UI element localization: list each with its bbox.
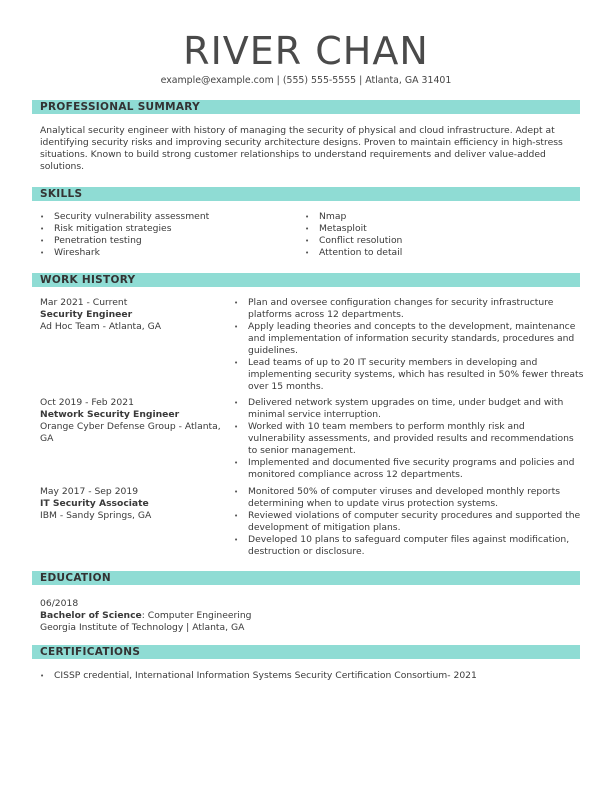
certification-item: • CISSP credential, International Information Systems Security Certification Consortium- 2021 bbox=[40, 670, 580, 682]
contact-info: example@example.com | (555) 555-5555 | Atlanta, GA 31401 bbox=[160, 75, 452, 86]
education-field: : Computer Engineering bbox=[141, 610, 252, 621]
job-bullet: • Developed 10 plans to safeguard computer files against modification, destruction or disclosure. bbox=[234, 534, 584, 558]
job-company: Orange Cyber Defense Group - Atlanta, GA bbox=[40, 421, 221, 444]
candidate-name: RIVER CHAN bbox=[183, 29, 429, 73]
section-header-summary bbox=[32, 100, 580, 114]
section-title: CERTIFICATIONS bbox=[40, 646, 141, 658]
skill-item: • Metasploit bbox=[305, 223, 545, 235]
job-title: IT Security Associate bbox=[40, 498, 149, 509]
job-dates: Oct 2019 - Feb 2021 bbox=[40, 397, 134, 408]
job-bullets bbox=[234, 486, 584, 558]
job-dates: Mar 2021 - Current bbox=[40, 297, 128, 308]
section-header-skills bbox=[32, 187, 580, 201]
section-header-work-history bbox=[32, 273, 580, 287]
skills-list-right bbox=[305, 211, 545, 259]
job-title: Security Engineer bbox=[40, 309, 133, 320]
skill-item: • Penetration testing bbox=[40, 235, 280, 247]
skill-item: • Conflict resolution bbox=[305, 235, 545, 247]
job-bullet: • Lead teams of up to 20 IT security members in developing and implementing security systems, which has resulted in 50% fewer threats over 15 months. bbox=[234, 357, 584, 393]
skills-list-left bbox=[40, 211, 280, 259]
section-title: PROFESSIONAL SUMMARY bbox=[40, 101, 201, 113]
certifications-list bbox=[40, 670, 580, 682]
job-bullets bbox=[234, 397, 584, 481]
skill-item: • Attention to detail bbox=[305, 247, 545, 259]
job-title: Network Security Engineer bbox=[40, 409, 180, 420]
skill-item: • Risk mitigation strategies bbox=[40, 223, 280, 235]
job-bullet: • Apply leading theories and concepts to the development, maintenance and implementation of information security standards, procedures and guidelines. bbox=[234, 321, 584, 357]
education-school: Georgia Institute of Technology | Atlanta, GA bbox=[40, 622, 245, 633]
job-bullet: • Monitored 50% of computer viruses and developed monthly reports determining when to update virus protection systems. bbox=[234, 486, 584, 510]
education-date: 06/2018 bbox=[40, 598, 79, 609]
job-company: Ad Hoc Team - Atlanta, GA bbox=[40, 321, 162, 332]
job-meta bbox=[40, 297, 230, 333]
job-bullet: • Worked with 10 team members to perform monthly risk and vulnerability assessments, and provided results and recommendations to senior management. bbox=[234, 421, 584, 457]
skill-item: • Wireshark bbox=[40, 247, 280, 259]
job-bullet: • Delivered network system upgrades on time, under budget and with minimal service interruption. bbox=[234, 397, 584, 421]
summary-text: Analytical security engineer with history of managing the security of physical and cloud infrastructure. Adept at identifying security risks and improving security architecture designs. Proven to maintain efficiency in high-stress situations. Known to build strong customer relationships to understand requirements and deliver value-added solutions. bbox=[40, 125, 563, 172]
education-degree-line bbox=[40, 610, 252, 622]
job-company: IBM - Sandy Springs, GA bbox=[40, 510, 152, 521]
job-dates: May 2017 - Sep 2019 bbox=[40, 486, 139, 497]
section-title: SKILLS bbox=[40, 188, 83, 200]
job-meta bbox=[40, 486, 230, 522]
section-header-certifications bbox=[32, 645, 580, 659]
education-degree: Bachelor of Science bbox=[40, 610, 142, 621]
job-bullet: • Plan and oversee configuration changes for security infrastructure platforms across 12 departments. bbox=[234, 297, 584, 321]
job-bullet: • Implemented and documented five security programs and policies and monitored compliance across 12 departments. bbox=[234, 457, 584, 481]
education-entry bbox=[40, 598, 252, 634]
skill-item: • Nmap bbox=[305, 211, 545, 223]
section-header-education bbox=[32, 571, 580, 585]
section-title: EDUCATION bbox=[40, 572, 111, 584]
job-bullets bbox=[234, 297, 584, 393]
section-title: WORK HISTORY bbox=[40, 274, 136, 286]
job-meta bbox=[40, 397, 230, 445]
job-bullet: • Reviewed violations of computer security procedures and supported the development of mitigation plans. bbox=[234, 510, 584, 534]
skill-item: • Security vulnerability assessment bbox=[40, 211, 280, 223]
